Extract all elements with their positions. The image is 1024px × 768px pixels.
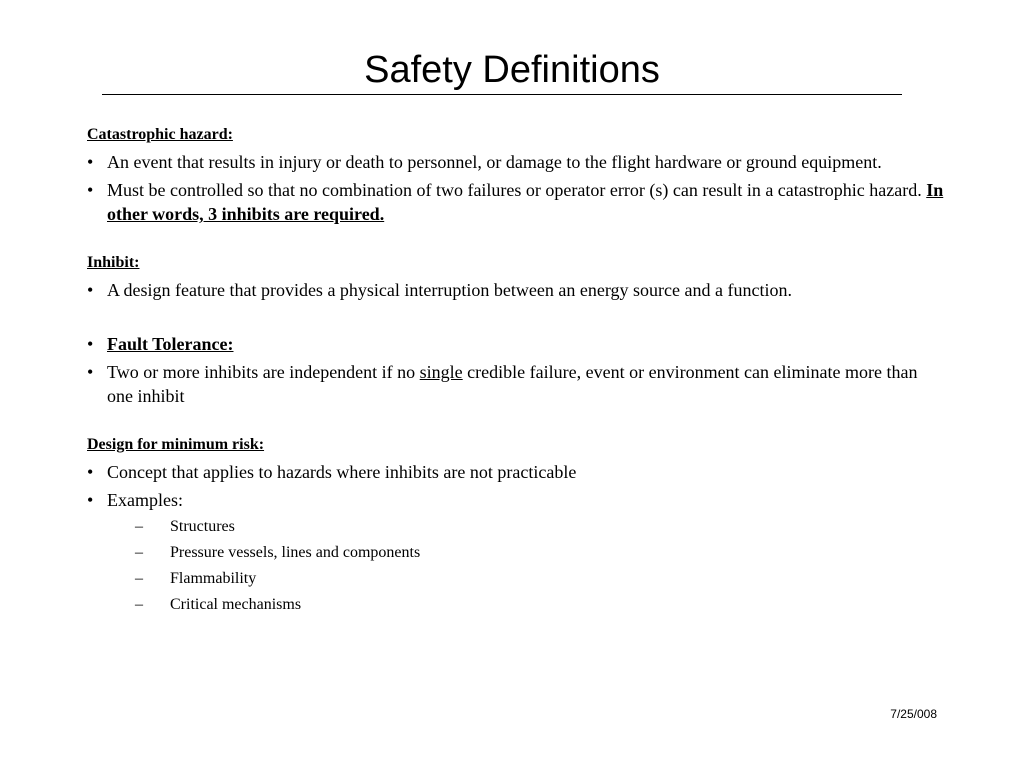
bullet-glyph: •	[87, 180, 94, 200]
dash-glyph: –	[135, 518, 143, 535]
fault-tolerance-bullet-1	[87, 360, 947, 408]
catastrophic-bullet-2	[87, 178, 947, 226]
fault-tolerance-heading: Fault Tolerance:	[107, 334, 234, 354]
dash-glyph: –	[135, 570, 143, 587]
bullet-glyph: •	[87, 490, 94, 510]
catastrophic-hazard-heading: Catastrophic hazard:	[87, 126, 233, 143]
slide-body	[87, 124, 947, 616]
example-item	[87, 542, 947, 564]
dash-glyph: –	[135, 544, 143, 561]
example-item-text: Critical mechanisms	[170, 596, 302, 613]
slide-title: Safety Definitions	[364, 49, 660, 91]
design-min-risk-bullet-2-text: Examples:	[107, 490, 183, 510]
design-min-risk-heading: Design for minimum risk:	[87, 436, 265, 453]
dash-glyph: –	[135, 596, 143, 613]
fault-tolerance-text-post: credible failure, event or environment can eliminate more than one inhibit	[107, 362, 918, 406]
example-item	[87, 516, 947, 538]
example-item	[87, 568, 947, 590]
example-item	[87, 594, 947, 616]
inhibit-bullet-1	[87, 278, 947, 302]
fault-tolerance-text-pre: Two or more inhibits are independent if no	[107, 362, 420, 382]
design-min-risk-bullet-1-text: Concept that applies to hazards where inhibits are not practicable	[107, 462, 577, 482]
catastrophic-bullet-1	[87, 150, 947, 174]
design-min-risk-bullet-2	[87, 488, 947, 512]
catastrophic-bullet-2-text: Must be controlled so that no combination of two failures or operator error (s) can result in a catastrophic hazard.	[107, 180, 927, 200]
catastrophic-bullet-1-text: An event that results in injury or death to personnel, or damage to the flight hardware or ground equipment.	[107, 152, 882, 172]
bullet-glyph: •	[87, 280, 94, 300]
example-item-text: Pressure vessels, lines and components	[170, 544, 421, 561]
inhibit-bullet-1-text: A design feature that provides a physical interruption between an energy source and a function.	[107, 280, 792, 300]
design-min-risk-bullet-1	[87, 460, 947, 484]
bullet-glyph: •	[87, 334, 94, 354]
example-item-text: Flammability	[170, 570, 257, 587]
fault-tolerance-text-underlined: single	[419, 362, 463, 382]
bullet-glyph: •	[87, 152, 94, 172]
bullet-glyph: •	[87, 462, 94, 482]
example-item-text: Structures	[170, 518, 235, 535]
slide-date: 7/25/008	[890, 707, 937, 721]
catastrophic-bullet-2-emphasis: In other words, 3 inhibits are required.	[107, 180, 944, 224]
title-divider	[102, 94, 902, 95]
fault-tolerance-heading-bullet	[87, 332, 947, 356]
bullet-glyph: •	[87, 362, 94, 382]
inhibit-heading: Inhibit:	[87, 254, 140, 271]
